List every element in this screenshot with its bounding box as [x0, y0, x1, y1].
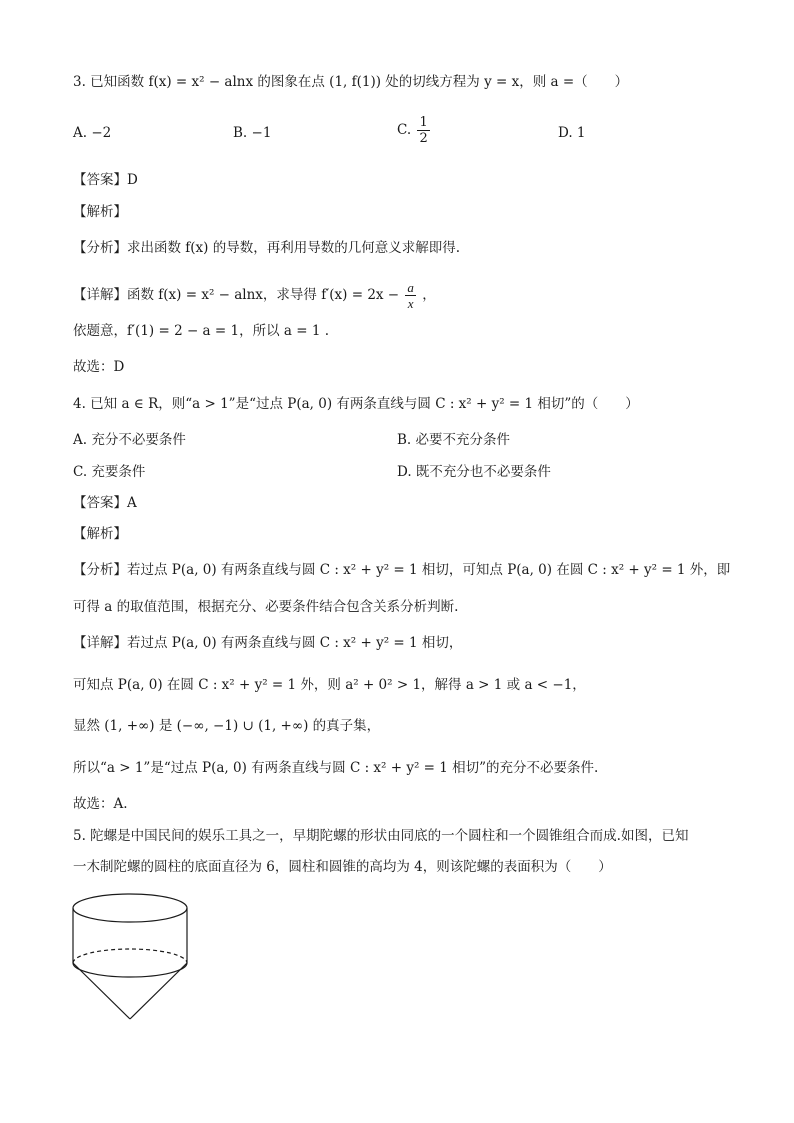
- cylinder-top-ellipse: [73, 894, 187, 922]
- q5-stem-line1: 5. 陀螺是中国民间的娱乐工具之一，早期陀螺的形状由同底的一个圆柱和一个圆锥组合而成.如图，已知: [73, 828, 689, 844]
- q3-detail-fraction: [405, 280, 416, 311]
- q4-detail-line2: 可知点 P(a, 0) 在圆 C : x² + y² = 1 外，则 a² + 0² > 1，解得 a > 1 或 a < −1，: [73, 677, 586, 693]
- fraction-numerator: 1: [419, 115, 428, 130]
- q4-option-c: C. 充要条件: [73, 464, 146, 480]
- q3-option-c-label: C.: [397, 122, 412, 138]
- cylinder-base-hidden-arc: [73, 949, 187, 963]
- q4-detail-line1: 【详解】若过点 P(a, 0) 有两条直线与圆 C : x² + y² = 1 相切，: [73, 635, 463, 651]
- q3-analysis-heading: 【解析】: [73, 204, 127, 220]
- q3-option-d: D. 1: [558, 125, 586, 141]
- q3-stem: 3. 已知函数 f(x) = x² − alnx 的图象在点 (1, f(1)) 处的切线方程为 y = x，则 a =（ ）: [73, 74, 629, 90]
- cylinder-base-front-arc: [73, 963, 187, 977]
- fraction-numerator: a: [407, 280, 414, 295]
- q3-detail-line1: [73, 280, 436, 311]
- spinning-top-figure: [70, 893, 194, 1023]
- q4-detail-line3: 显然 (1, +∞) 是 (−∞, −1) ∪ (1, +∞) 的真子集，: [73, 718, 381, 734]
- q4-answer: 【答案】A: [73, 495, 137, 511]
- q3-detail-line2: 依题意，f′(1) = 2 − a = 1，所以 a = 1 .: [73, 323, 329, 339]
- q5-stem-line2: 一木制陀螺的圆柱的底面直径为 6，圆柱和圆锥的高均为 4，则该陀螺的表面积为（ ）: [73, 859, 612, 875]
- fraction-denominator: x: [407, 296, 414, 311]
- cone-left-edge: [73, 963, 130, 1019]
- q3-choose: 故选：D: [73, 359, 125, 375]
- q4-option-b: B. 必要不充分条件: [397, 432, 511, 448]
- q4-stem: 4. 已知 a ∈ R，则“a > 1”是“过点 P(a, 0) 有两条直线与圆 C : x² + y² = 1 相切”的（ ）: [73, 396, 639, 412]
- q4-option-a: A. 充分不必要条件: [73, 432, 186, 448]
- q4-detail-line4: 所以“a > 1”是“过点 P(a, 0) 有两条直线与圆 C : x² + y² = 1 相切”的充分不必要条件.: [73, 760, 599, 776]
- q3-detail-suffix: ，: [422, 287, 436, 303]
- q4-analysis-heading: 【解析】: [73, 526, 127, 542]
- fraction-denominator: 2: [419, 131, 428, 146]
- q3-option-c-fraction: [417, 115, 429, 146]
- q3-detail-text: 【详解】函数 f(x) = x² − alnx，求导得 f′(x) = 2x −: [73, 287, 400, 303]
- q4-option-d: D. 既不充分也不必要条件: [397, 464, 551, 480]
- q4-analysis-line2: 可得 a 的取值范围，根据充分、必要条件结合包含关系分析判断.: [73, 599, 459, 615]
- q3-analysis: 【分析】求出函数 f(x) 的导数，再利用导数的几何意义求解即得.: [73, 240, 461, 256]
- q4-choose: 故选：A.: [73, 796, 128, 812]
- q3-option-b: B. −1: [233, 125, 272, 141]
- q4-analysis-line1: 【分析】若过点 P(a, 0) 有两条直线与圆 C : x² + y² = 1 相切，可知点 P(a, 0) 在圆 C : x² + y² = 1 外，即: [73, 562, 731, 578]
- q3-option-a: A. −2: [73, 125, 112, 141]
- q3-option-c: [397, 115, 432, 146]
- q3-answer: 【答案】D: [73, 172, 138, 188]
- cone-right-edge: [130, 963, 187, 1019]
